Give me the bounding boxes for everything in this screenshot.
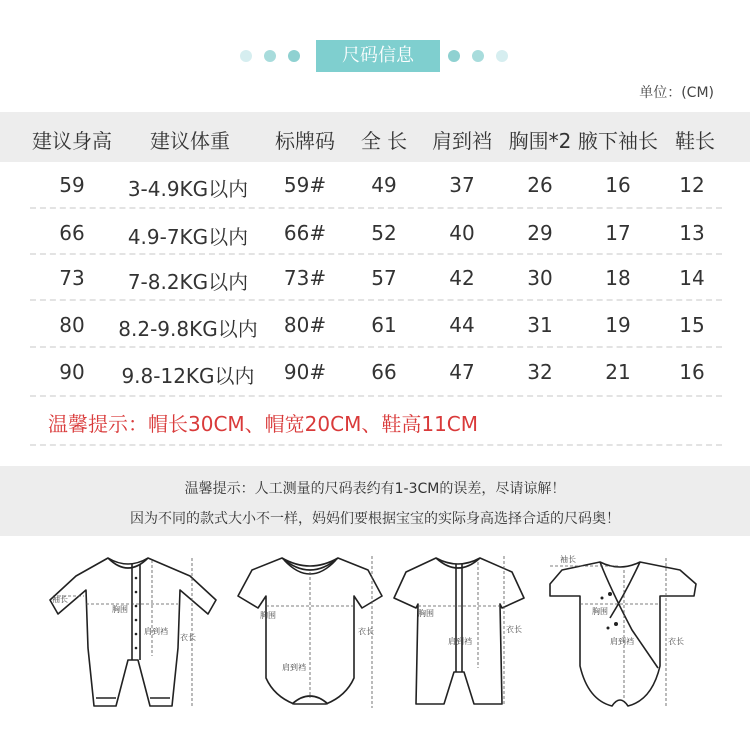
romper-long-sleeve-diagram: [40, 548, 220, 728]
table-cell: 32: [527, 360, 553, 384]
table-cell: 66: [371, 360, 397, 384]
table-cell: 3-4.9KG以内: [127, 177, 249, 201]
table-cell: 16: [605, 173, 631, 197]
decor-dot: [240, 50, 252, 62]
table-cell: 30: [527, 266, 553, 290]
label-chest: 胸围: [592, 607, 608, 616]
unit-label: 单位：(CM): [639, 85, 714, 101]
table-cell: 80#: [283, 313, 327, 337]
decor-dot: [472, 50, 484, 62]
garment-diagrams: [0, 548, 750, 728]
bodysuit-diagram: [222, 548, 402, 728]
table-cell: 7-8.2KG以内: [127, 270, 249, 294]
decor-dot: [496, 50, 508, 62]
table-cell: 47: [449, 360, 475, 384]
header-cell: 建议身高: [32, 129, 112, 153]
header-cell: 胸围*2: [508, 129, 572, 153]
table-cell: 73: [59, 266, 85, 290]
table-cell: 29: [527, 221, 553, 245]
label-chest: 胸围: [260, 611, 276, 620]
table-cell: 4.9-7KG以内: [127, 225, 249, 249]
red-tip: 温馨提示：帽长30CM、帽宽20CM、鞋高11CM: [48, 412, 479, 436]
row-divider: [30, 444, 722, 446]
table-cell: 44: [449, 313, 475, 337]
row-divider: [30, 395, 722, 397]
header-cell: 腋下袖长: [578, 129, 658, 153]
table-cell: 57: [371, 266, 397, 290]
label-shoulder-crotch: 肩到裆: [448, 637, 472, 646]
row-divider: [30, 346, 722, 348]
header-cell: 建议体重: [150, 129, 230, 153]
decor-dot: [448, 50, 460, 62]
decor-dot: [288, 50, 300, 62]
table-cell: 12: [679, 173, 705, 197]
header-cell: 鞋长: [675, 129, 715, 153]
table-cell: 61: [371, 313, 397, 337]
table-cell: 40: [449, 221, 475, 245]
table-cell: 8.2-9.8KG以内: [118, 317, 258, 341]
table-cell: 80: [59, 313, 85, 337]
table-header: [0, 112, 750, 162]
table-cell: 73#: [283, 266, 327, 290]
romper-short-sleeve-diagram: [378, 548, 558, 728]
label-shoulder-crotch: 肩到裆: [144, 627, 168, 636]
row-divider: [30, 299, 722, 301]
wrap-romper-diagram: [540, 548, 720, 728]
table-cell: 14: [679, 266, 705, 290]
header-cell: 全 长: [360, 129, 408, 153]
label-sleeve: 袖长: [560, 555, 576, 564]
row-divider: [30, 253, 722, 255]
header-cell: 标牌码: [275, 129, 335, 153]
label-length: 衣长: [358, 627, 374, 636]
decor-dot: [264, 50, 276, 62]
note-line: 因为不同的款式大小不一样，妈妈们要根据宝宝的实际身高选择合适的尺码奥！: [130, 511, 620, 527]
table-cell: 59: [59, 173, 85, 197]
section-header: [0, 40, 750, 72]
table-cell: 19: [605, 313, 631, 337]
header-cell: 肩到裆: [432, 129, 492, 153]
table-cell: 9.8-12KG以内: [121, 364, 255, 388]
table-cell: 49: [371, 173, 397, 197]
label-length: 衣长: [180, 633, 196, 642]
table-row: [0, 163, 750, 209]
label-length: 衣长: [668, 637, 684, 646]
table-cell: 15: [679, 313, 705, 337]
note-line: 温馨提示：人工测量的尺码表约有1-3CM的误差，尽请谅解！: [184, 481, 566, 497]
table-cell: 31: [527, 313, 553, 337]
table-cell: 13: [679, 221, 705, 245]
label-chest: 胸围: [418, 609, 434, 618]
table-row: [0, 211, 750, 257]
table-cell: 16: [679, 360, 705, 384]
row-divider: [30, 207, 722, 209]
table-cell: 18: [605, 266, 631, 290]
table-cell: 37: [449, 173, 475, 197]
table-row: [0, 303, 750, 349]
label-shoulder-crotch: 肩到裆: [610, 637, 634, 646]
table-cell: 59#: [283, 173, 327, 197]
table-cell: 66: [59, 221, 85, 245]
label-sleeve: 袖长: [52, 595, 68, 604]
section-title: 尺码信息: [316, 40, 440, 72]
table-cell: 42: [449, 266, 475, 290]
table-cell: 17: [605, 221, 631, 245]
table-cell: 52: [371, 221, 397, 245]
table-cell: 66#: [283, 221, 327, 245]
label-shoulder-crotch: 肩到裆: [282, 663, 306, 672]
label-length: 衣长: [506, 625, 522, 634]
table-cell: 26: [527, 173, 553, 197]
table-cell: 90: [59, 360, 85, 384]
table-row: [0, 350, 750, 396]
table-cell: 21: [605, 360, 631, 384]
label-chest: 胸围: [112, 605, 128, 614]
table-cell: 90#: [283, 360, 327, 384]
table-row: [0, 256, 750, 302]
